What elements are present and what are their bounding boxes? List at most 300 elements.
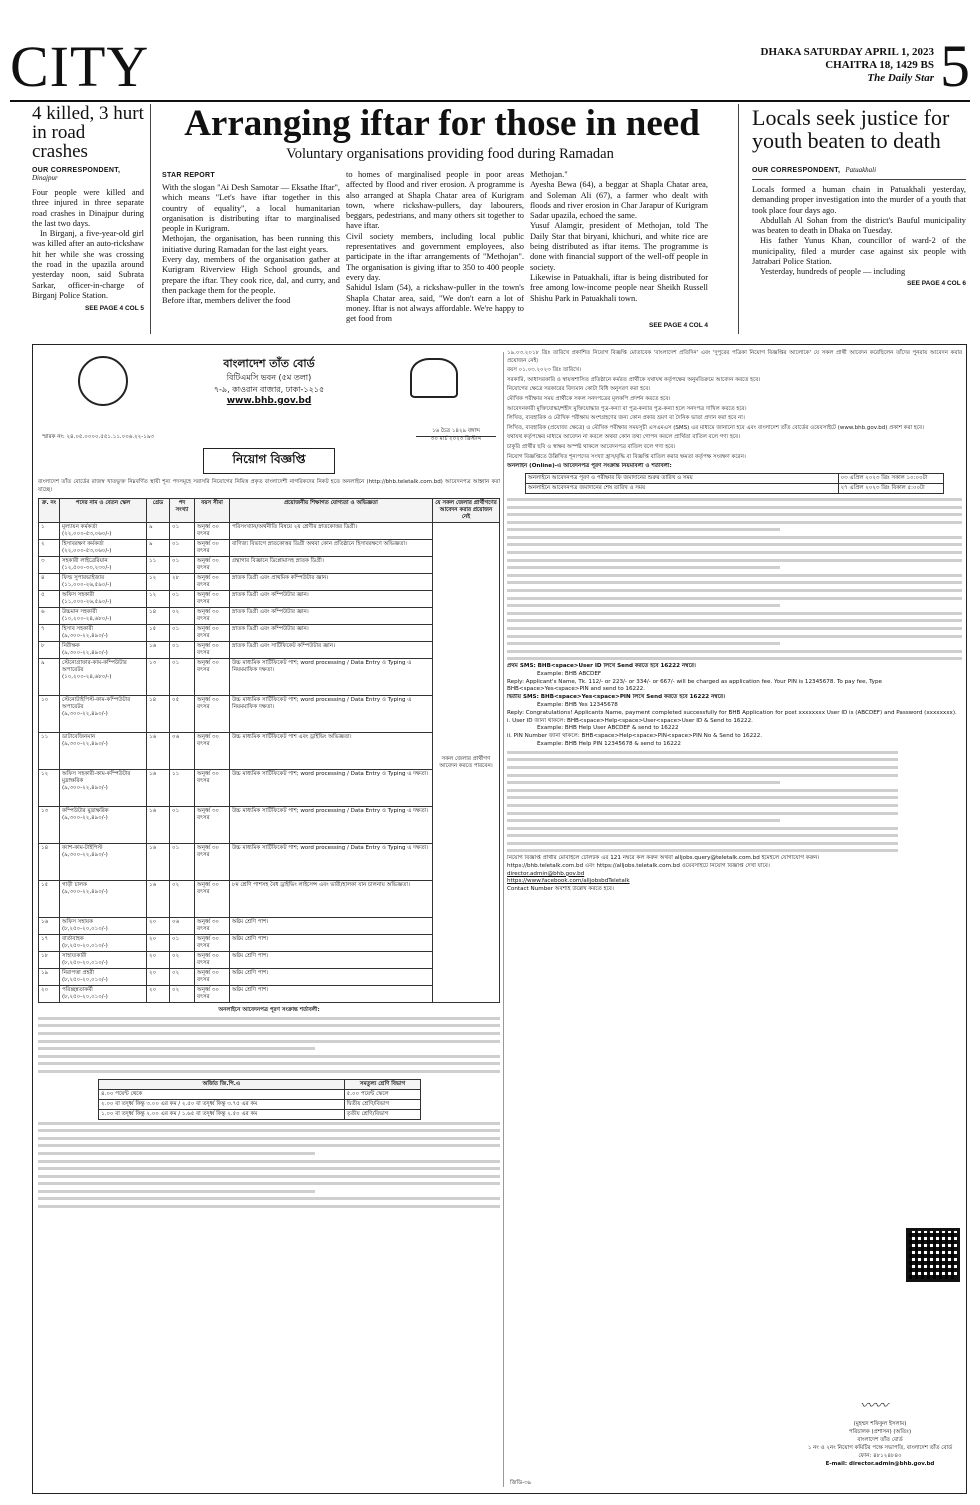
grade-cell: ১২ (147, 574, 170, 591)
post-count-cell: ০৬ (170, 733, 195, 770)
age-limit-cell: অনূর্ধ্ব ৩০ বৎসর (195, 918, 230, 935)
fine-print-line (507, 802, 898, 810)
contact-line: নিয়োগ বিজ্ঞপ্তি প্রার্থীর মোবাইলে টেলিটক এর 121 নম্বরে কল করুন অথবা alljobs.query@teletalk.com.bd ইমেইলে যোগাযোগ করুন। (507, 855, 820, 862)
post-name: হিসাবরক্ষণ কর্মকর্তা (62, 541, 104, 548)
post-count-cell: ০১ (170, 523, 195, 540)
pay-scale: (৯,৩০০-২২,৪৯০/-) (62, 711, 108, 718)
qualification-cell: উচ্চ মাধ্যমিক সার্টিফিকেট পাশ; word processing / Data Entry ও Typing এ দক্ষতা। (230, 844, 433, 881)
schedule-row (526, 483, 944, 493)
post-cell (60, 844, 147, 881)
age-limit-cell: অনূর্ধ্ব ৩০ বৎসর (195, 807, 230, 844)
right-paragraph: Locals formed a human chain in Patuakhali yesterday, demanding proper investigation into the murder of a youth that took place four days ago. (752, 185, 966, 215)
grade-cell: ২০ (147, 969, 170, 986)
gpa-range: ১.৬৫ বা তদূর্ধ্ব কিন্তু ২.৫০ এর কম (181, 1110, 258, 1117)
signatory-title: পরিচালক (প্রশাসন) (অতিঃ) (848, 1429, 912, 1435)
row-number: ৬ (39, 608, 60, 625)
post-count-cell: ০৬ (170, 918, 195, 935)
age-limit-cell: অনূর্ধ্ব ৩০ বৎসর (195, 935, 230, 952)
fine-print-line (38, 1022, 500, 1030)
qualification-cell: উচ্চ মাধ্যমিক সার্টিফিকেট পাশ; word processing / Data Entry ও Typing এ দক্ষতা। (230, 770, 433, 807)
condition-item: আবেদনকারী মুক্তিযোদ্ধা/শহীদ মুক্তিযোদ্ধার পুত্র-কন্যা বা পুত্র-কন্যার পুত্র-কন্যা হলে সনদপত্র দাখিল করতে হবে। (507, 405, 747, 412)
condition-item: লিখিত, ব্যবহারিক (প্রযোজ্য ক্ষেত্রে) ও মৌখিক পরীক্ষার সময়সূচী এসএমএস (SMS) এর মাধ্যমে জানানো হবে এবং বাংলাদেশ তাঁত বোর্ডের ওয়েবসাইটে (www.bhb.gov.bd) প্রকাশ করা হবে। (507, 424, 925, 431)
age-limit-cell: অনূর্ধ্ব ৩০ বৎসর (195, 557, 230, 574)
post-count-cell: ১১ (170, 770, 195, 807)
post-cell (60, 557, 147, 574)
condition-item: ১৯.০৩.২০১৮ খ্রিঃ তারিখে প্রকাশিত নিয়োগ বিজ্ঞপ্তি মোতাবেক 'বাংলাদেশ প্রতিদিন' এবং 'দুপুরের পত্রিকা নিয়োগ বিজ্ঞপ্তির আলোকে' যে সকল প্রার্থী আবেদন করেছিলেন তাঁদের পুনরায় আবেদন করার প্রয়োজন নেই। (507, 350, 962, 364)
qualification-cell: পরিসংখ্যান/অর্থনীতি বিষয়ে ২য় শ্রেণীর স্নাতকোত্তর ডিগ্রী। (230, 523, 433, 540)
fine-print-line (507, 640, 780, 648)
fine-print-line (507, 648, 962, 656)
district-note-cell: সকল জেলার প্রার্থীগণ আবেদন করতে পারবেন। (433, 523, 500, 1003)
fine-print-line (38, 1173, 500, 1181)
row-number: ৭ (39, 625, 60, 642)
qualification-cell: অষ্টম শ্রেণি পাশ। (230, 969, 433, 986)
table-row (39, 608, 500, 625)
fine-print-line (38, 1045, 315, 1053)
grade-cell: ২০ (147, 918, 170, 935)
grade-cell: ৯ (147, 540, 170, 557)
sms-instruction-line: দ্বিতীয় SMS: BHB<space>Yes<space>PIN লিখে Send করতে হবে 16222 নম্বরে। (507, 694, 726, 701)
post-cell (60, 591, 147, 608)
fine-print-line (507, 602, 780, 610)
age-limit-cell: অনূর্ধ্ব ৩০ বৎসর (195, 969, 230, 986)
qualification-cell: ৮ম শ্রেণি পাশসহ বৈধ ড্রাইভিং লাইসেন্স এবং ভারী/হালকা যান চালনায় অভিজ্ঞতা। (230, 881, 433, 918)
ad-column-divider (503, 352, 504, 1487)
post-name: ফিল্ড সুপারভাইজার (62, 575, 105, 582)
table-row (39, 557, 500, 574)
grade-cell: ২০ (147, 935, 170, 952)
pay-scale: (১১,০০০-২৬,৫৯০/-) (62, 582, 112, 589)
post-cell (60, 770, 147, 807)
fine-print-line (507, 496, 962, 504)
ad-intro: বাংলাদেশ তাঁত বোর্ডের রাজস্ব খাতভুক্ত নিম্নবর্ণিত স্থায়ী শূন্য পদসমূহে সরাসরি নিয়োগের নিমিত্ত প্রকৃত বাংলাদেশী নাগরিকদের নিকট হতে অনলাইনে (http://bhb.teletalk.com.bd) আবেদনপত্র আহ্বান করা যাচ্ছে। (38, 479, 500, 493)
fine-print-line (38, 1142, 500, 1150)
row-number: ১৪ (39, 844, 60, 881)
row-number: ২০ (39, 986, 60, 1003)
gpa-table (98, 1079, 421, 1120)
right-paragraph: His father Yunus Khan, councillor of ward-2 of the municipality, filed a murder case against six people with Jatrabari Police Station. (752, 236, 966, 267)
right-headline: Locals seek justice for youth beaten to death (752, 105, 950, 153)
posts-table-header (39, 499, 500, 523)
post-count-cell: ০২ (170, 969, 195, 986)
row-number: ৮ (39, 642, 60, 659)
sms-instruction-line: ii. PIN Number জানা থাকলে: BHB<space>Help<space>PIN<space>PIN No & Send to 16222. (507, 733, 763, 740)
sms-instruction-line: Example: BHB ABCDEF (537, 670, 602, 677)
table-row (39, 844, 500, 881)
left-byline-block (32, 167, 144, 182)
condition-item: মৌখিক পরীক্ষার সময় প্রার্থীকে সকল সনদপত্রের মূলকপি প্রদর্শন করতে হবে। (507, 395, 671, 402)
table-row (39, 807, 500, 844)
table-row (39, 952, 500, 969)
sms-instructions (507, 663, 962, 749)
fine-print-line (38, 1120, 500, 1128)
grade-cell: ১৬ (147, 844, 170, 881)
section-title: CITY (10, 34, 150, 99)
post-name: বার্তাবাহক (62, 936, 84, 943)
post-name: অফিস সহকারী-কাম-কম্পিউটার মুদ্রাক্ষরিক (62, 771, 131, 785)
grade-cell: ১৪ (147, 696, 170, 733)
qualification-cell: অষ্টম শ্রেণি পাশ। (230, 986, 433, 1003)
fine-print-line (38, 1127, 500, 1135)
contact-line[interactable]: https://www.facebook.com/alljobsbdTeletalk (507, 878, 630, 885)
qualification-cell: উচ্চ মাধ্যমিক সার্টিফিকেট পাশ; word processing / Data Entry ও Typing এ নিয়মমাফিক দক্ষতা। (230, 696, 433, 733)
page-number: 5 (940, 33, 970, 99)
org-website-link[interactable]: www.bhb.gov.bd (226, 396, 312, 406)
post-count-cell: ০১ (170, 540, 195, 557)
grade-cell: ৯ (147, 523, 170, 540)
fine-print-line (507, 504, 962, 512)
main-byline: STAR REPORT (162, 172, 215, 179)
post-count-cell: ০১ (170, 642, 195, 659)
fine-print-line (507, 655, 962, 663)
pay-scale: (৮,২৫০-২০,০১০/-) (62, 960, 108, 967)
grade-cell: ১৬ (147, 642, 170, 659)
post-name: উচ্চমান সহকারী (62, 609, 97, 616)
fine-print-line (38, 1195, 500, 1203)
left-story (32, 104, 144, 312)
fine-print-line (507, 511, 962, 519)
age-limit-cell: অনূর্ধ্ব ৩০ বৎসর (195, 642, 230, 659)
right-see-page: SEE PAGE 4 COL 6 (906, 279, 966, 287)
row-number: ৪ (39, 574, 60, 591)
post-count-cell: ০১ (170, 844, 195, 881)
sms-instruction-line: প্রথম SMS: BHB<space>User ID লিখে Send করতে হবে 16222 নম্বরে। (507, 662, 696, 669)
post-count-cell: ০২ (170, 952, 195, 969)
online-title: অনলাইন (Online)-এ আবেদনপত্র পূরণ সংক্রান্ত নিয়মাবলী ও শর্তাবলী: (507, 463, 672, 470)
grade-cell: ২০ (147, 952, 170, 969)
pay-scale: (৮,২৫০-২০,০১০/-) (62, 943, 108, 950)
pay-scale: (১০,২০০-২৪,৬৮০/-) (62, 616, 112, 623)
right-byline-rule (752, 179, 966, 180)
left-see-page: SEE PAGE 4 COL 5 (84, 305, 144, 313)
qualification-cell: স্নাতক ডিগ্রী এবং কম্পিউটার জ্ঞান। (230, 608, 433, 625)
gpa-cell: ২.০০ বা তদূর্ধ্ব কিন্তু ৩.০০ এর কম / ২.৫০ বা তদূর্ধ্ব কিন্তু ৩.৭৫ এর কম (99, 1099, 345, 1109)
grade-cell: ১৬ (147, 733, 170, 770)
fine-print-line (507, 617, 962, 625)
age-limit-cell: অনূর্ধ্ব ৩০ বৎসর (195, 770, 230, 807)
fine-print-line (507, 595, 962, 603)
age-limit-cell: অনূর্ধ্ব ৩০ বৎসর (195, 733, 230, 770)
instructions-text (507, 496, 962, 663)
instructions-text-2 (507, 749, 962, 855)
contact-line[interactable]: director.admin@bhb.gov.bd (507, 870, 585, 877)
right-paragraph: Abdullah Al Sohan from the district's Bauful municipality was beaten to death in Dhaka on Tuesday. (752, 215, 966, 236)
row-number: ১৭ (39, 935, 60, 952)
left-paragraph: Four people were killed and three injured in three separate road crashes in Dinajpur during the last two days. (32, 188, 144, 228)
post-name: নিরাপত্তা প্রহরী (62, 970, 95, 977)
table-row (39, 625, 500, 642)
fine-print-line (507, 572, 962, 580)
row-number: ৫ (39, 591, 60, 608)
pay-scale: (৯,৩০০-২২,৪৯০/-) (62, 815, 108, 822)
post-cell (60, 807, 147, 844)
age-limit-cell: অনূর্ধ্ব ৩০ বৎসর (195, 659, 230, 696)
masthead-logo: The Daily Star (867, 72, 934, 84)
signatory-block (800, 1420, 960, 1468)
gpa-cell: ৫.০০ পয়েন্ট স্কেলে (344, 1089, 421, 1099)
post-name: পরিচ্ছন্নতাকর্মী (62, 987, 93, 994)
table-row (39, 986, 500, 1003)
post-name: কম্পিউটার মুদ্রাক্ষরিক (62, 808, 109, 815)
row-number: ১৩ (39, 807, 60, 844)
table-row (39, 696, 500, 733)
fine-print-line (507, 534, 962, 542)
pay-scale: (৯,৩০০-২২,৪৯০/-) (62, 633, 108, 640)
col-header: পদের নাম ও বেতন স্কেল (60, 499, 147, 523)
post-cell (60, 733, 147, 770)
conditions-title: অনলাইনে আবেদনপত্র পূরণ সংক্রান্ত শর্তাবলী: (218, 1007, 320, 1014)
col-header: বয়স সীমা (195, 499, 230, 523)
col-header: ক্র. নং (39, 499, 60, 523)
table-row (39, 591, 500, 608)
main-subhead: Voluntary organisations providing food during Ramadan (286, 146, 614, 162)
row-number: ৯ (39, 659, 60, 696)
row-number: ১ (39, 523, 60, 540)
header-rule (10, 100, 970, 102)
online-schedule-table (525, 473, 944, 494)
gpa-row (99, 1089, 421, 1099)
left-paragraph: In Birganj, a five-year-old girl was killed after an auto-rickshaw hit her while she was crossing the road in the upazila around yesterday noon, said Subrata Sarkar, officer-in-charge of Birganj Police Station. (32, 229, 144, 300)
post-name: হিসাব সহকারী (62, 626, 94, 633)
dateline-bangla-date: CHAITRA 18, 1429 BS (825, 59, 934, 71)
fine-print-line (507, 579, 962, 587)
post-count-cell: ০১ (170, 935, 195, 952)
fine-print-line (507, 749, 898, 757)
dateline (761, 46, 934, 85)
qualification-cell: স্নাতক ডিগ্রী এবং প্রাথমিক কম্পিউটার জ্ঞান। (230, 574, 433, 591)
posts-table (38, 498, 500, 1003)
qualification-cell: স্নাতক ডিগ্রী এবং সার্টিফিকেট কম্পিউটার জ্ঞান। (230, 642, 433, 659)
contact-line: https://bhb.teletalk.com.bd এবং https://alljobs.teletalk.com.bd ওয়েবসাইটে নিয়োগ বিজ্ঞপ্তি দেখা যাবে। (507, 862, 770, 869)
row-number: ১৬ (39, 918, 60, 935)
post-count-cell: ০১ (170, 557, 195, 574)
table-row (39, 659, 500, 696)
age-limit-cell: অনূর্ধ্ব ৩০ বৎসর (195, 952, 230, 969)
pay-scale: (৯,৩০০-২২,৪৯০/-) (62, 650, 108, 657)
post-cell (60, 659, 147, 696)
fine-print-line (507, 840, 898, 848)
memo-number: স্মারক নং: ২৪.০৫.০০০০.৫৫১.১১.০০৬.২২-১৯৩ (42, 434, 154, 440)
post-cell (60, 986, 147, 1003)
fine-print-line (507, 633, 962, 641)
ad-header (38, 350, 500, 428)
post-name: ক্যাশ-কাম-টাইপিস্ট (62, 845, 103, 852)
sms-instruction-line: Example: BHB Help User ABCDEF & send to 16222 (537, 725, 679, 732)
signatory-org: বাংলাদেশ তাঁত বোর্ড (857, 1437, 903, 1443)
main-column-2: to homes of marginalised people in poor areas affected by flood and river erosion. A programme is also arranged at Shapla Chatar area of Kurigram town, where rickshaw-pullers, day labourers, beggars, pedestrians, and many others sit together to have iftar. Civil society members, including local public representatives and government employees, also participate in the iftar arrangements of "Methojan". The organisation is giving iftar to 350 to 400 people every day. Sahidul Islam (54), a rickshaw-puller in the town's Shapla Chatar area, said, "We don't earn a lot of money. Iftar is not always affordable. We're happy to get food from (346, 170, 524, 324)
signatory-email: E-mail: director.admin@bhb.gov.bd (825, 1461, 935, 1467)
gpa-header-row (99, 1079, 421, 1089)
conditions-text-2 (38, 1120, 500, 1211)
pay-scale: (২২,০০০-৫৩,০৬০/-) (62, 548, 112, 555)
grade-cell: ২০ (147, 986, 170, 1003)
government-seal-icon (78, 356, 128, 406)
condition-item: বয়স ০১.০৩.২০২৩ খ্রিঃ তারিখে। (507, 367, 581, 374)
fine-print-line (507, 764, 898, 772)
post-name: স্টেনোটাইপিস্ট-কাম-কম্পিউটার অপারেটর (62, 697, 131, 711)
org-building: বিটিএমসি ভবন (৫ম তলা) (226, 373, 312, 382)
post-name: গাড়ী চালক (62, 882, 87, 889)
fine-print-line (507, 817, 780, 825)
table-row (39, 642, 500, 659)
post-count-cell: ২৮ (170, 574, 195, 591)
fine-print-line (38, 1158, 500, 1166)
fine-print-line (38, 1015, 500, 1023)
table-row (39, 935, 500, 952)
fine-print-line (38, 1053, 500, 1061)
post-name: অফিস সহায়ক (62, 919, 93, 926)
row-number: ১২ (39, 770, 60, 807)
col-header: পদ সংখ্যা (170, 499, 195, 523)
right-story (752, 106, 966, 287)
sms-instruction-line: i. User ID জানা থাকলে: BHB<space>Help<space>User<space>User ID & Send to 16222. (507, 717, 753, 724)
age-limit-cell: অনূর্ধ্ব ৩০ বৎসর (195, 591, 230, 608)
main-headline: Arranging iftar for those in need (184, 103, 700, 144)
org-address: ৭-৯, কাওরান বাজার, ঢাকা-১২১৫ (213, 385, 325, 394)
fine-print-line (38, 1030, 500, 1038)
grade-cell: ১৩ (147, 659, 170, 696)
fine-print-line (507, 625, 962, 633)
contact-line: Contact Number অবশ্যই উল্লেখ করতে হবে। (507, 886, 614, 893)
fine-print-line (507, 519, 962, 527)
grade-cell: ১১ (147, 557, 170, 574)
table-row (39, 733, 500, 770)
post-cell (60, 642, 147, 659)
schedule-label: অনলাইনে আবেদনপত্র পূরণ ও পরীক্ষার ফি জমাদানের শুরুর তারিখ ও সময় (526, 473, 839, 483)
notice-title: নিয়োগ বিজ্ঞপ্তি (203, 448, 335, 474)
gpa-header: সমতুল্য শ্রেণি বিভাগ (344, 1079, 421, 1089)
left-byline: OUR CORRESPONDENT, (32, 167, 121, 174)
qualification-cell: উচ্চ মাধ্যমিক সার্টিফিকেট পাশ এবং ড্রাইভিং অভিজ্ঞতা। (230, 733, 433, 770)
age-limit-cell: অনূর্ধ্ব ৩০ বৎসর (195, 574, 230, 591)
footer-code: জিডি-৩৯ (510, 1480, 532, 1486)
gpa-row (99, 1099, 421, 1109)
post-name: মূল্যায়ন কর্মকর্তা (62, 524, 98, 531)
condition-item: লিখিত, ব্যবহারিক ও মৌখিক পরীক্ষায় অংশগ্রহণের জন্য কোন প্রকার ভ্রমণ বা দৈনিক ভাতা প্রদান করা হবে না। (507, 415, 745, 422)
gpa-cell: তৃতীয় শ্রেণি/বিভাগ (344, 1109, 421, 1119)
main-column-3: Methojan." Ayesha Bewa (64), a beggar at Shapla Chatar area, and Soleman Ali (67), a farmer who dealt with floods and river erosion in Char Jarapur of Kurigram Sadar upazila, echoed the same. Yusuf Alamgir, president of Methojan, told The Daily Star that biryani, khichuri, and white rice are being distributed as iftar items. The programme is done with financial support of the well-off people in society. Likewise in Patuakhali, iftar is being distributed for free among low-income people near Sheikh Russell Shishu Park in Patuakhali town. (530, 170, 708, 303)
table-row (39, 969, 500, 986)
pay-scale: (৯,৩০০-২২,৪৯০/-) (62, 741, 108, 748)
qualification-cell: গ্রন্থাগার বিজ্ঞানে ডিপ্লোমাসহ স্নাতক ডিগ্রী। (230, 557, 433, 574)
table-row (39, 523, 500, 540)
grade-cell: ১৬ (147, 807, 170, 844)
pay-scale: (২২,০০০-৫৩,০৬০/-) (62, 531, 112, 538)
row-number: ১০ (39, 696, 60, 733)
pay-scale: (৮,২৫০-২০,০১০/-) (62, 994, 108, 1001)
row-number: ১৮ (39, 952, 60, 969)
fine-print-line (38, 1068, 500, 1076)
condition-item: যথাযথ কর্তৃপক্ষের মাধ্যমে আবেদন না করলে অথবা কোন তথ্য গোপন করলে প্রার্থিতা বাতিল বলে গণ্য হবে। (507, 434, 741, 441)
table-row (39, 540, 500, 557)
condition-item: নিয়োগের ক্ষেত্রে সরকারের বিদ্যমান কোটা বিধি অনুসরণ করা হবে। (507, 386, 651, 393)
pay-scale: (৯,৩০০-২২,৪৯০/-) (62, 889, 108, 896)
dateline-date: DHAKA SATURDAY APRIL 1, 2023 (760, 46, 934, 58)
fine-print-line (38, 1188, 315, 1196)
conditions-list (507, 350, 962, 461)
post-name: অফিস সহকারী (62, 592, 95, 599)
right-place: Patuakhali (845, 166, 877, 174)
sms-instruction-line: Example: BHB Help PIN 12345678 & send to 16222 (537, 740, 681, 747)
gpa-header: অর্জিত জি.পি.এ (99, 1079, 345, 1089)
post-count-cell: ০১ (170, 625, 195, 642)
fine-print-line (507, 847, 898, 855)
schedule-label: অনলাইনে আবেদনপত্র জমাদানের শেষ তারিখ ও সময় (526, 483, 839, 493)
fine-print-line (507, 772, 898, 780)
grade-cell: ১২ (147, 591, 170, 608)
pay-scale: (৮,২৫০-২০,০১০/-) (62, 926, 108, 933)
grade-cell: ১৪ (147, 608, 170, 625)
left-headline: 4 killed, 3 hurt in road crashes (32, 103, 144, 162)
grade-cell: ১৬ (147, 770, 170, 807)
post-count-cell: ০১ (170, 807, 195, 844)
fine-print-line (38, 1150, 315, 1158)
fine-print-line (38, 1135, 500, 1143)
qualification-cell: উচ্চ মাধ্যমিক সার্টিফিকেট পাশ; word processing / Data Entry ও Typing এ দক্ষতা। (230, 807, 433, 844)
post-cell (60, 523, 147, 540)
condition-item: চাকুরি প্রার্থীর ছবি ও স্বাক্ষর অস্পষ্ট থাকলে আবেদনপত্র বাতিল বলে গণ্য হবে। (507, 443, 676, 450)
post-cell (60, 952, 147, 969)
pay-scale: (১০,২০০-২৪,৬৮০/-) (62, 674, 112, 681)
post-cell (60, 625, 147, 642)
qualification-cell: উচ্চ মাধ্যমিক সার্টিফিকেট পাশ; word processing / Data Entry ও Typing এ নিয়মমাফিক দক্ষতা। (230, 659, 433, 696)
table-row (39, 770, 500, 807)
left-place: Dinajpur (32, 174, 58, 182)
conditions-text (38, 1015, 500, 1076)
post-cell (60, 540, 147, 557)
age-limit-cell: অনূর্ধ্ব ৩০ বৎসর (195, 608, 230, 625)
fine-print-line (507, 810, 898, 818)
age-limit-cell: অনূর্ধ্ব ৩০ বৎসর (195, 696, 230, 733)
fine-print-line (507, 526, 780, 534)
qr-code-icon (906, 1228, 960, 1282)
pay-scale: (৮,২৫০-২০,০১০/-) (62, 977, 108, 984)
fine-print-line (507, 564, 780, 572)
fine-print-line (507, 587, 962, 595)
post-name: স্টেনোগ্রাফার-কাম-কম্পিউটার অপারেটর (62, 660, 127, 674)
post-count-cell: ০২ (170, 986, 195, 1003)
fine-print-line (507, 787, 898, 795)
right-paragraph: Yesterday, hundreds of people — including (760, 267, 906, 277)
fine-print-line (38, 1180, 500, 1188)
age-limit-cell: অনূর্ধ্ব ৩০ বৎসর (195, 881, 230, 918)
table-row (39, 574, 500, 591)
qualification-cell: স্নাতক ডিগ্রী এবং কম্পিউটার জ্ঞান। (230, 625, 433, 642)
org-name: বাংলাদেশ তাঁত বোর্ড (223, 357, 315, 370)
fine-print-line (507, 610, 962, 618)
pay-scale: (৯,৩০০-২২,৪৯০/-) (62, 852, 108, 859)
fine-print-line (507, 825, 898, 833)
pay-scale: (৯,৩০০-২২,৪৯০/-) (62, 785, 108, 792)
table-row (39, 918, 500, 935)
col-header: প্রয়োজনীয় শিক্ষাগত যোগ্যতা ও অভিজ্ঞতা (230, 499, 433, 523)
col-header: গ্রেড (147, 499, 170, 523)
posts-table-body (39, 523, 500, 1003)
fine-print-line (38, 1038, 500, 1046)
qualification-cell: অষ্টম শ্রেণি পাশ। (230, 918, 433, 935)
handloom-board-logo-icon (410, 358, 458, 398)
schedule-row (526, 473, 944, 483)
pay-scale: (১১,০০০-২৬,৫৯০/-) (62, 599, 112, 606)
age-limit-cell: অনূর্ধ্ব ৩০ বৎসর (195, 625, 230, 642)
gpa-cell: ১.০০ বা তদূর্ধ্ব কিন্তু ২.০০ এর কম / ১.৬৫ বা তদূর্ধ্ব কিন্তু ২.৫০ এর কম (99, 1109, 345, 1119)
post-name: ডাটাবেজিনমান (62, 734, 96, 741)
post-count-cell: ০৫ (170, 696, 195, 733)
memo-date-bangla: ১৬ চৈত্র ১৪২৯ বঙ্গাব্দ (416, 428, 496, 437)
post-count-cell: ০১ (170, 659, 195, 696)
fine-print-line (38, 1165, 500, 1173)
post-count-cell: ০২ (170, 881, 195, 918)
